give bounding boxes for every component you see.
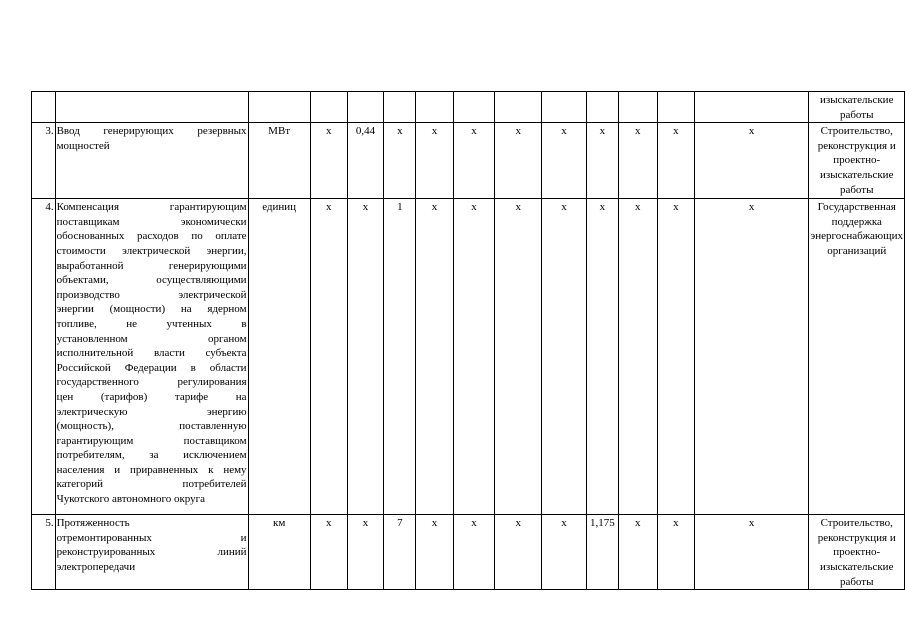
indicator-name-line: поставщикам экономически	[56, 215, 247, 228]
indicator-name-line: выработанной генерирующими	[56, 259, 247, 272]
value-cell	[495, 92, 542, 123]
indicator-name-line: потребителям, за исключением	[56, 449, 247, 462]
indicator-name-line: установленном органом	[56, 332, 247, 345]
value-cell: 1,175	[586, 515, 618, 590]
indicator-name-line: Протяженность	[56, 517, 130, 530]
indicator-name-line: обоснованных расходов по оплате	[56, 230, 247, 243]
note-cell: Строительство, реконструкция и проектно-изыскательские работы	[809, 515, 905, 590]
value-cell: x	[416, 123, 453, 199]
value-cell: 7	[384, 515, 416, 590]
value-cell: x	[542, 199, 587, 515]
value-cell: x	[586, 123, 618, 199]
unit-cell: МВт	[248, 123, 310, 199]
note-cell: изыскательские работы	[809, 92, 905, 123]
value-cell: 0,44	[347, 123, 384, 199]
row-number: 5.	[32, 515, 56, 590]
value-cell: x	[618, 515, 657, 590]
indicators-table	[31, 91, 905, 590]
value-cell: x	[694, 123, 809, 199]
value-cell: x	[495, 199, 542, 515]
note-cell: Государственная поддержка энергоснабжающих организаций	[809, 199, 905, 515]
indicator-name-line: производство электрической	[56, 288, 247, 301]
value-cell: x	[453, 199, 495, 515]
value-cell: x	[657, 199, 694, 515]
indicator-name-line: цен (тарифов) тарифе на	[56, 390, 247, 403]
indicator-name-line: гарантирующим поставщиком	[56, 434, 247, 447]
value-cell: x	[453, 123, 495, 199]
value-cell: x	[416, 199, 453, 515]
unit-cell: единиц	[248, 199, 310, 515]
value-cell: x	[657, 515, 694, 590]
value-cell	[453, 92, 495, 123]
indicator-name-line: Чукотского автономного округа	[56, 493, 206, 506]
value-cell: x	[542, 123, 587, 199]
indicator-name-line: Российской Федерации в области	[56, 361, 247, 374]
value-cell: x	[310, 515, 347, 590]
unit-cell: км	[248, 515, 310, 590]
indicator-name-line: объектами, осуществляющими	[56, 274, 247, 287]
table-row	[32, 123, 905, 199]
value-cell: x	[694, 199, 809, 515]
indicator-name-line: электрическую энергию	[56, 405, 247, 418]
indicator-name-line: Компенсация гарантирующим	[56, 201, 247, 214]
value-cell: x	[657, 123, 694, 199]
value-cell	[586, 92, 618, 123]
value-cell: x	[618, 199, 657, 515]
note-cell: Строительство, реконструкция и проектно-изыскательские работы	[809, 123, 905, 199]
value-cell	[694, 92, 809, 123]
row-number: 4.	[32, 199, 56, 515]
value-cell: x	[542, 515, 587, 590]
indicator-name-line: государственного регулирования	[56, 376, 247, 389]
value-cell: x	[347, 199, 384, 515]
indicator-name-line: электропередачи	[56, 560, 136, 573]
indicator-name	[55, 92, 248, 123]
table-row	[32, 515, 905, 590]
row-number	[32, 92, 56, 123]
indicator-name-line: топливе, не учтенных в	[56, 317, 247, 330]
value-cell	[310, 92, 347, 123]
value-cell: x	[453, 515, 495, 590]
indicator-name-line: мощностей	[56, 139, 110, 152]
value-cell: x	[495, 123, 542, 199]
indicator-name-line: исполнительной власти субъекта	[56, 347, 247, 360]
unit-cell	[248, 92, 310, 123]
indicator-name-line: населения и приравненных к нему	[56, 463, 247, 476]
value-cell	[384, 92, 416, 123]
indicator-name	[55, 515, 248, 590]
indicator-name-line: реконструированных линий	[56, 546, 247, 559]
table-row	[32, 199, 905, 515]
value-cell: 1	[384, 199, 416, 515]
indicator-name-line: стоимости электрической энергии,	[56, 244, 247, 257]
value-cell	[542, 92, 587, 123]
table-row	[32, 92, 905, 123]
value-cell: x	[416, 515, 453, 590]
value-cell: x	[586, 199, 618, 515]
value-cell: x	[347, 515, 384, 590]
indicator-name	[55, 199, 248, 515]
value-cell: x	[384, 123, 416, 199]
row-number: 3.	[32, 123, 56, 199]
indicator-name-line: (мощность), поставленную	[56, 420, 247, 433]
indicator-name	[55, 123, 248, 199]
indicator-name-line: Ввод генерирующих резервных	[56, 125, 247, 138]
indicator-name-line: отремонтированных и	[56, 531, 247, 544]
value-cell: x	[495, 515, 542, 590]
value-cell	[657, 92, 694, 123]
indicator-name-line: категорий потребителей	[56, 478, 247, 491]
value-cell: x	[310, 123, 347, 199]
value-cell	[347, 92, 384, 123]
indicator-name-line: энергии (мощности) на ядерном	[56, 303, 247, 316]
value-cell: x	[310, 199, 347, 515]
value-cell	[618, 92, 657, 123]
value-cell	[416, 92, 453, 123]
value-cell: x	[618, 123, 657, 199]
value-cell: x	[694, 515, 809, 590]
